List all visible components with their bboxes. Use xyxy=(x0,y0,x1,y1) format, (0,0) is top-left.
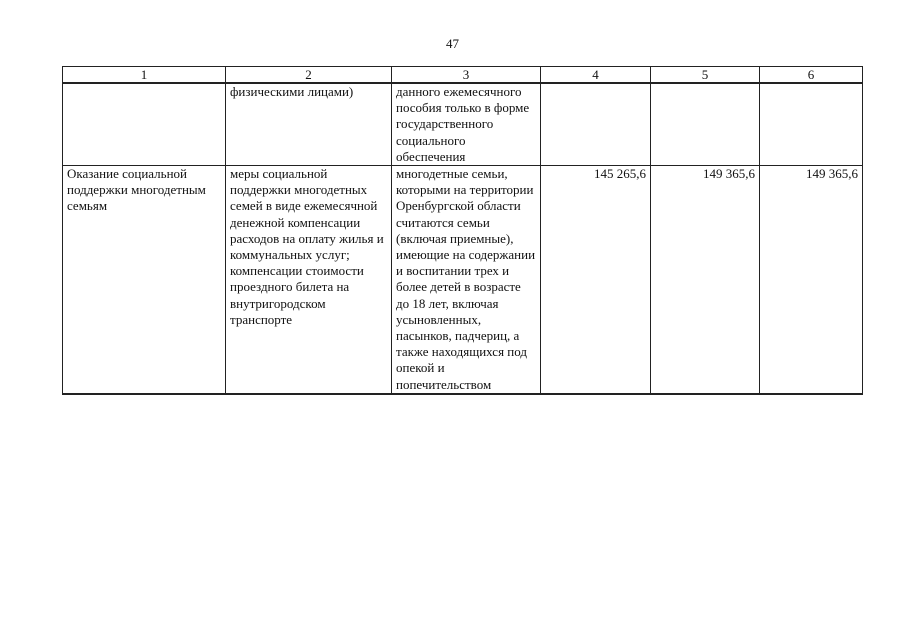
column-header-6: 6 xyxy=(760,67,863,84)
cell-name xyxy=(63,83,226,166)
cell-recipients: многодетные семьи, которыми на территории Оренбургской области считаются семьи (включая приемные), имеющие на содержании и воспитании трех и более детей в возрасте до 18 лет, включая усыновленных, пасынков, падчериц, а также находящихся под опекой и попечительством xyxy=(392,166,541,394)
column-header-4: 4 xyxy=(541,67,651,84)
column-header-3: 3 xyxy=(392,67,541,84)
cell-value-year-3 xyxy=(760,83,863,166)
cell-value-year-1 xyxy=(541,83,651,166)
column-header-2: 2 xyxy=(226,67,392,84)
cell-value-year-3: 149 365,6 xyxy=(760,166,863,394)
table-header-row xyxy=(63,67,863,84)
cell-measure: физическими лицами) xyxy=(226,83,392,166)
column-header-5: 5 xyxy=(651,67,760,84)
cell-recipients: данного ежемесячного пособия только в форме государственного социального обеспечения xyxy=(392,83,541,166)
column-header-1: 1 xyxy=(63,67,226,84)
cell-measure: меры социальной поддержки многодетных семей в виде ежемесячной денежной компенсации расходов на оплату жилья и коммунальных услуг; компенсации стоимости проездного билета на внутригородском транспорте xyxy=(226,166,392,394)
table-row xyxy=(63,83,863,166)
cell-value-year-2: 149 365,6 xyxy=(651,166,760,394)
cell-value-year-1: 145 265,6 xyxy=(541,166,651,394)
cell-value-year-2 xyxy=(651,83,760,166)
cell-name: Оказание социальной поддержки многодетным семьям xyxy=(63,166,226,394)
page-number: 47 xyxy=(446,36,459,51)
table-row xyxy=(63,166,863,394)
data-table xyxy=(62,66,863,395)
